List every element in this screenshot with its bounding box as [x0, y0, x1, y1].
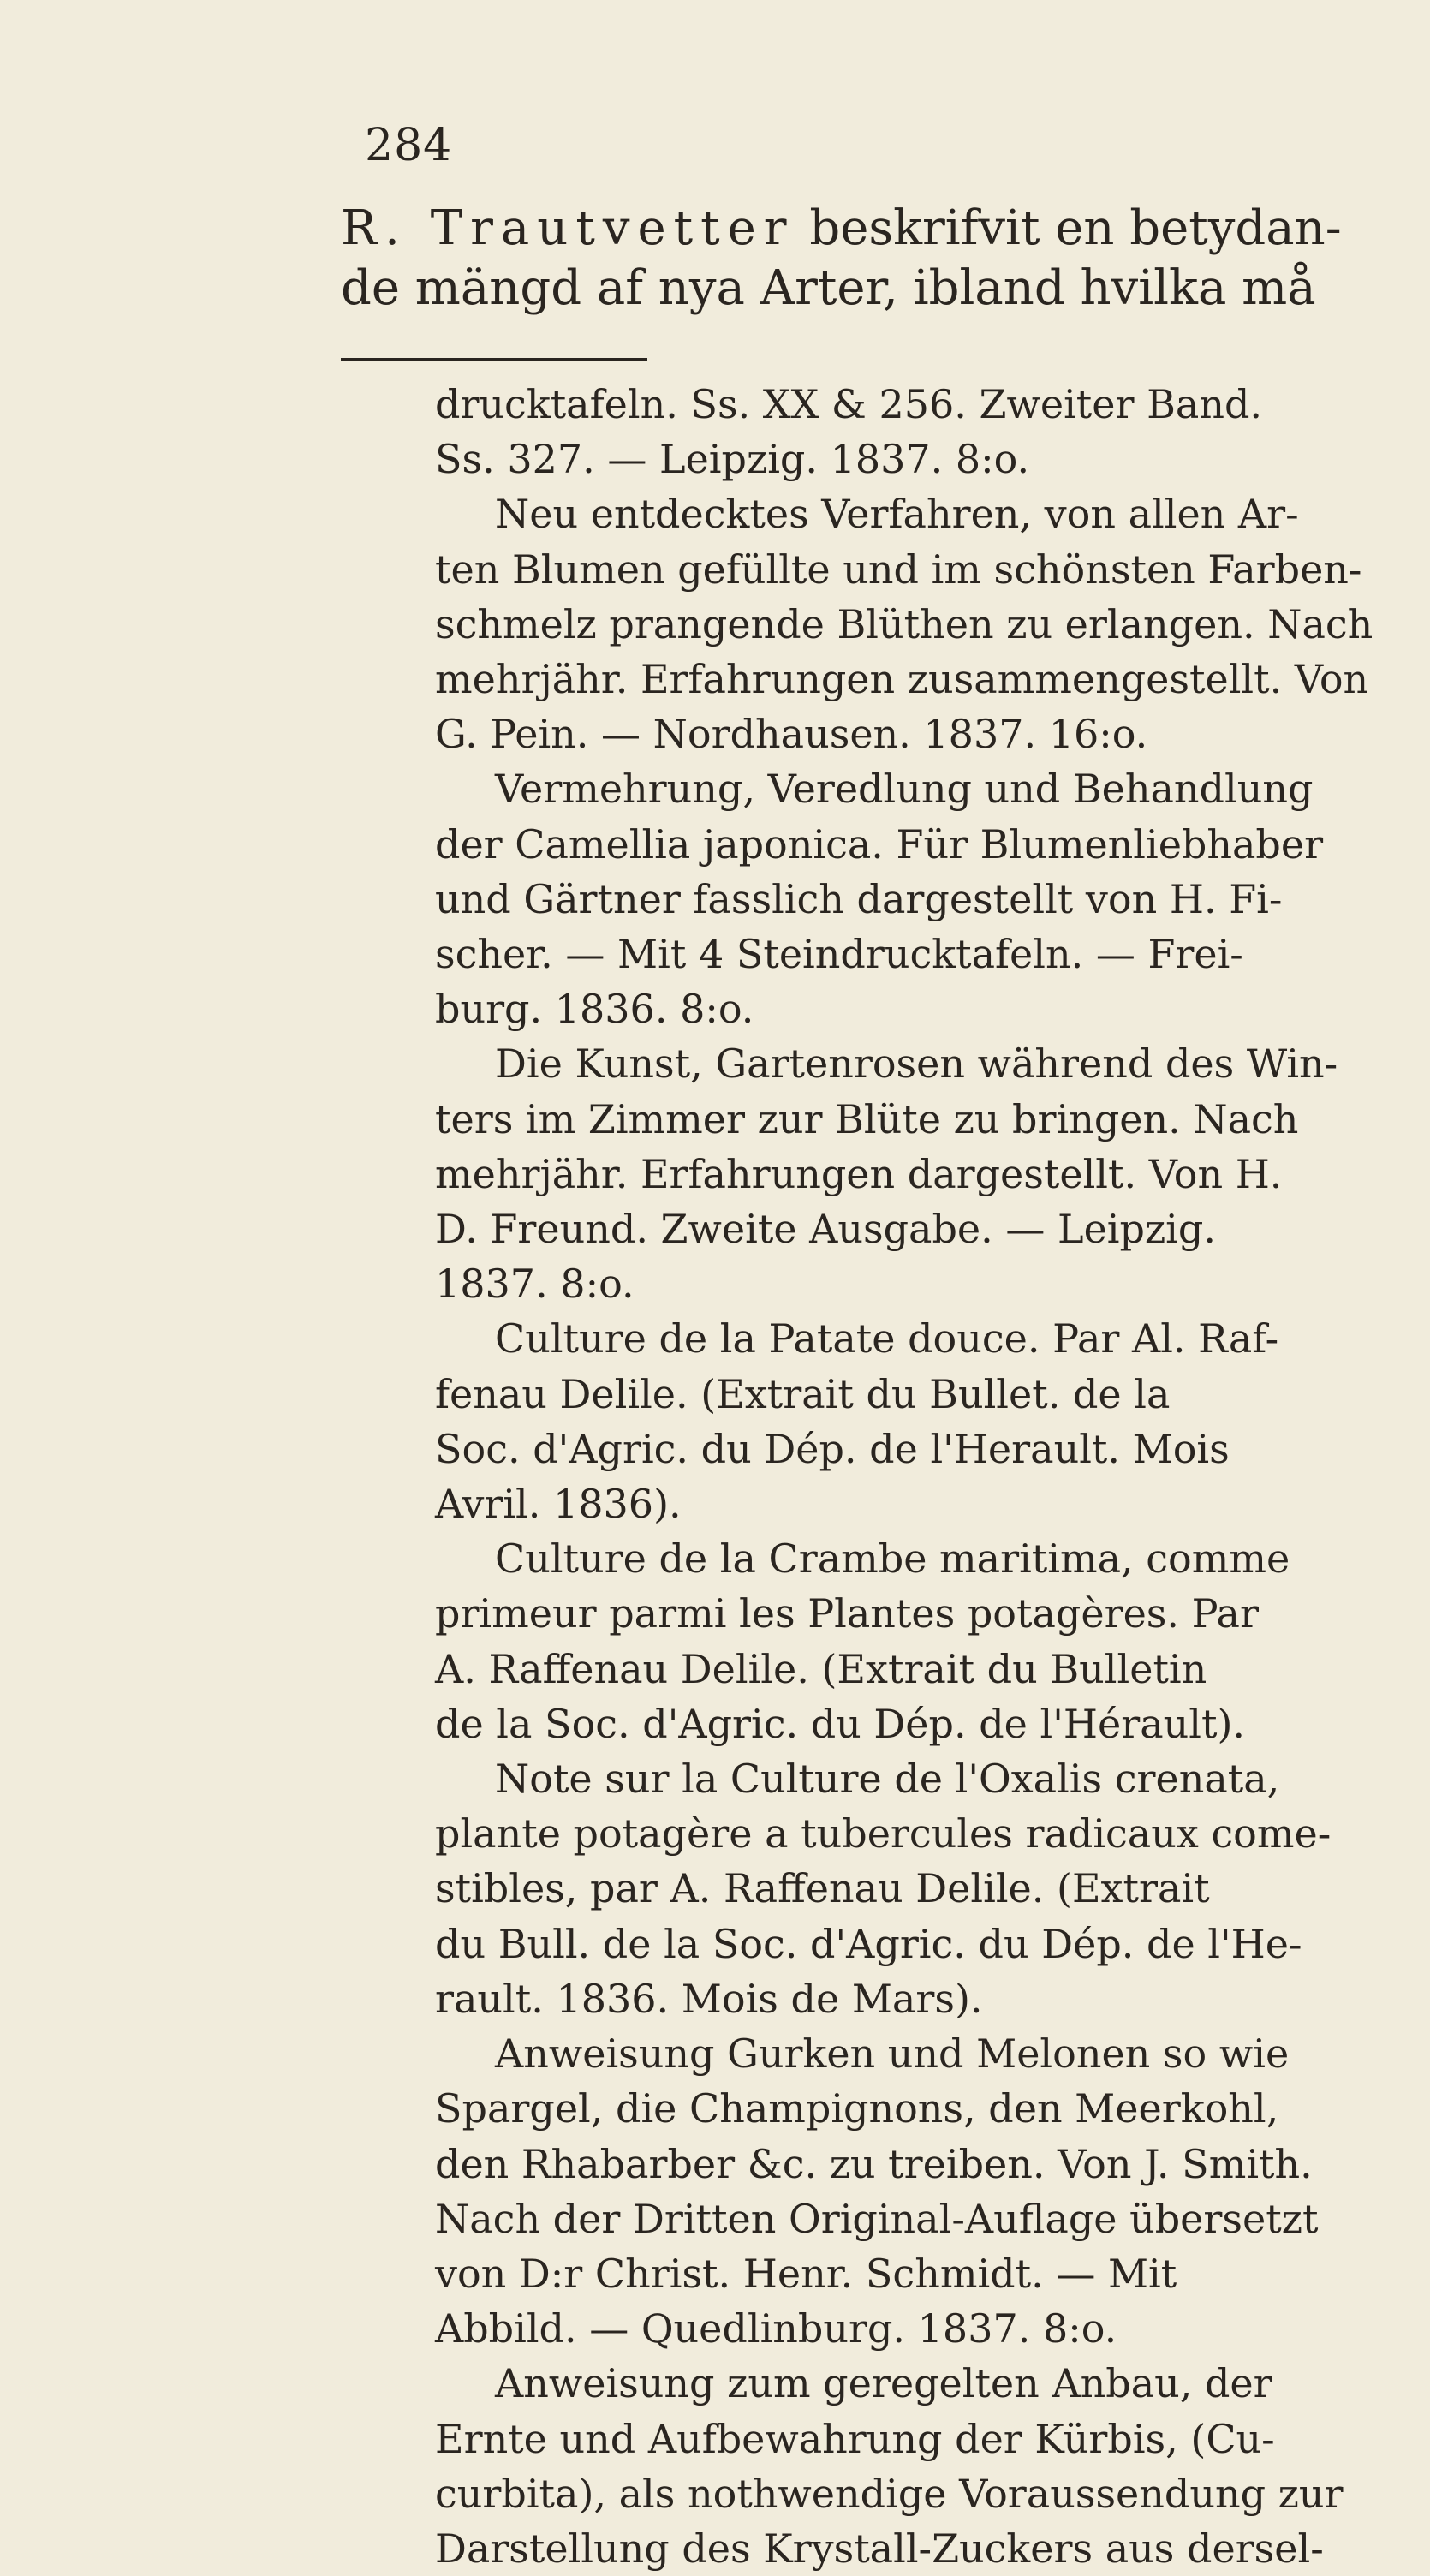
text-line: 1837. 8:o. [435, 1261, 635, 1308]
text-line: Ss. 327. — Leipzig. 1837. 8:o. [435, 436, 1030, 483]
text-line: Ernte und Aufbewahrung der Kürbis, (Cu- [435, 2415, 1275, 2462]
text-line: Nach der Dritten Original-Auflage übersetzt [435, 2195, 1319, 2242]
text-line: Anweisung Gurken und Melonen so wie [495, 2030, 1290, 2078]
text-line: Culture de la Patate douce. Par Al. Raf- [495, 1315, 1279, 1363]
text-line: stibles, par A. Raffenau Delile. (Extrait [435, 1865, 1210, 1912]
section-heading [341, 199, 1368, 319]
text-line: ters im Zimmer zur Blüte zu bringen. Nach [435, 1095, 1299, 1142]
text-line: fenau Delile. (Extrait du Bullet. de la [435, 1370, 1171, 1417]
text-line: mehrjähr. Erfahrungen zusammengestellt. Von [435, 656, 1369, 703]
text-line: Darstellung des Krystall-Zuckers aus dersel- [435, 2525, 1324, 2572]
text-line: von D:r Christ. Henr. Schmidt. — Mit [435, 2250, 1177, 2297]
text-line: A. Raffenau Delile. (Extrait du Bulletin [435, 1645, 1207, 1692]
text-line: D. Freund. Zweite Ausgabe. — Leipzig. [435, 1206, 1216, 1253]
body-text [435, 377, 1373, 2576]
heading-text: beskrifvit en betydan- [794, 200, 1342, 256]
text-line: Anweisung zum geregelten Anbau, der [495, 2360, 1272, 2407]
text-line: de la Soc. d'Agric. du Dép. de l'Hérault). [435, 1700, 1246, 1747]
text-line: plante potagère a tubercules radicaux come- [435, 1810, 1332, 1857]
text-line: scher. — Mit 4 Steindrucktafeln. — Frei- [435, 931, 1243, 978]
text-line: burg. 1836. 8:o. [435, 986, 754, 1033]
text-line: Die Kunst, Gartenrosen während des Win- [495, 1041, 1338, 1088]
text-line: rault. 1836. Mois de Mars). [435, 1975, 983, 2022]
text-line: schmelz prangende Blüthen zu erlangen. Nach [435, 600, 1373, 647]
text-line: Neu entdecktes Verfahren, von allen Ar- [495, 491, 1299, 538]
text-line: Spargel, die Champignons, den Meerkohl, [435, 2085, 1279, 2132]
text-line: ten Blumen gefüllte und im schönsten Farben- [435, 546, 1362, 593]
text-line: und Gärtner fasslich dargestellt von H. Fi- [435, 875, 1283, 922]
heading-line [341, 259, 1368, 319]
text-line: Abbild. — Quedlinburg. 1837. 8:o. [435, 2305, 1117, 2352]
text-line: Culture de la Crambe maritima, comme [495, 1535, 1290, 1583]
text-line: G. Pein. — Nordhausen. 1837. 16:o. [435, 711, 1148, 758]
heading-line [341, 199, 1368, 259]
text-line: der Camellia japonica. Für Blumenliebhaber [435, 820, 1324, 868]
text-line: curbita), als nothwendige Voraussendung zur [435, 2470, 1344, 2517]
text-line: mehrjähr. Erfahrungen dargestellt. Von H. [435, 1150, 1283, 1197]
section-divider [341, 358, 647, 361]
heading-author: R. Trautvetter [341, 200, 795, 256]
heading-text: de mängd af nya Arter, ibland hvilka må [341, 260, 1316, 316]
text-line: primeur parmi les Plantes potagères. Par [435, 1590, 1259, 1637]
text-line: drucktafeln. Ss. XX & 256. Zweiter Band. [435, 381, 1263, 427]
text-line: du Bull. de la Soc. d'Agric. du Dép. de l'He- [435, 1920, 1302, 1967]
text-line: Vermehrung, Veredlung und Behandlung [495, 766, 1314, 813]
text-line: den Rhabarber &c. zu treiben. Von J. Smith. [435, 2140, 1313, 2187]
page-number: 284 [365, 120, 453, 171]
text-line: Soc. d'Agric. du Dép. de l'Herault. Mois [435, 1425, 1230, 1472]
text-line: Avril. 1836). [435, 1481, 682, 1528]
text-line: Note sur la Culture de l'Oxalis crenata, [495, 1756, 1280, 1803]
